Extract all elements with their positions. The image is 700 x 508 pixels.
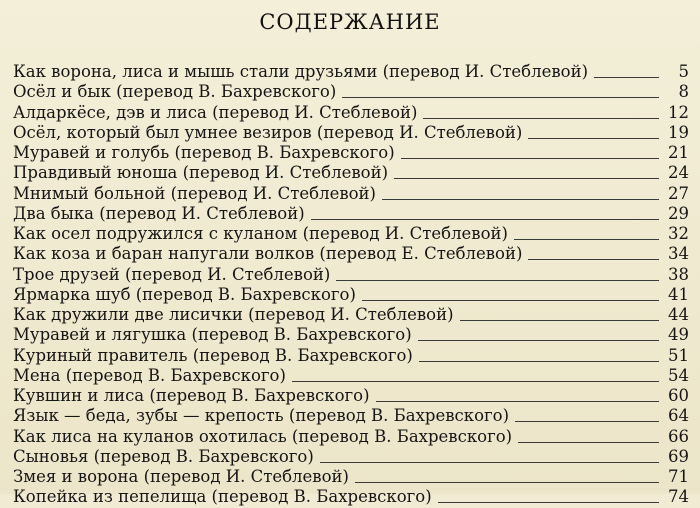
toc-entry — [13, 204, 689, 224]
toc-entry-title: Как дружили две лисички (перевод И. Стеблевой) — [13, 305, 454, 324]
toc-leader-line — [594, 77, 659, 78]
toc-entry-page-number: 34 — [668, 244, 689, 264]
toc-entry — [13, 447, 689, 467]
toc-entry-page-number: 8 — [678, 82, 689, 102]
toc-entry — [13, 82, 689, 102]
toc-leader-line — [514, 239, 659, 240]
toc-leader-line — [311, 219, 659, 220]
toc-entry-page-number: 27 — [668, 183, 689, 203]
toc-entry — [13, 224, 689, 244]
toc-entry — [13, 427, 689, 447]
toc-entry — [13, 386, 689, 406]
toc-entry — [13, 366, 689, 386]
page-title: СОДЕРЖАНИЕ — [259, 10, 441, 34]
toc-entry-title: Мнимый больной (перевод И. Стеблевой) — [13, 183, 376, 203]
toc-entry — [13, 346, 689, 366]
toc-leader-line — [423, 118, 659, 119]
toc-leader-line — [342, 97, 659, 98]
toc-leader-line — [518, 442, 659, 443]
toc-entry-page-number: 38 — [668, 264, 689, 284]
toc-entry-title: Копейка из пепелища (перевод В. Бахревского) — [13, 487, 432, 507]
toc-entry-title: Язык — беда, зубы — крепость (перевод В. Бахревского) — [13, 406, 510, 426]
toc-entry — [13, 184, 689, 204]
toc-entry — [13, 103, 689, 123]
toc-entry-page-number: 32 — [668, 224, 689, 243]
toc-leader-line — [355, 482, 659, 483]
toc-entry-title: Кувшин и лиса (перевод В. Бахревского) — [13, 386, 370, 405]
toc-entry-page-number: 51 — [668, 345, 689, 365]
toc-entry — [13, 406, 689, 426]
toc-entry — [13, 305, 689, 325]
toc-leader-line — [336, 280, 659, 281]
toc-entry-title: Осёл, который был умнее везиров (перевод И. Стеблевой) — [13, 122, 523, 142]
toc-leader-line — [401, 158, 659, 159]
toc-entry — [13, 487, 689, 507]
toc-entry-page-number: 69 — [668, 446, 689, 466]
toc-entry-title: Трое друзей (перевод И. Стеблевой) — [13, 264, 331, 284]
toc-leader-line — [528, 259, 659, 260]
toc-leader-line — [376, 401, 659, 402]
toc-leader-line — [418, 340, 659, 341]
toc-entry-page-number: 5 — [678, 62, 689, 81]
toc-leader-line — [394, 178, 659, 179]
toc-leader-line — [438, 502, 659, 503]
toc-entry-page-number: 41 — [668, 284, 689, 304]
toc-entry-title: Как коза и баран напугали волков (перевод Е. Стеблевой) — [13, 244, 523, 264]
toc-entry — [13, 467, 689, 487]
toc-entry-page-number: 60 — [668, 386, 689, 405]
toc-entry — [13, 244, 689, 264]
toc-entry-title: Правдивый юноша (перевод И. Стеблевой) — [13, 163, 389, 183]
toc-entry — [13, 123, 689, 143]
toc-leader-line — [528, 138, 659, 139]
toc-leader-line — [460, 320, 659, 321]
toc-entry-title: Муравей и голубь (перевод В. Бахревского) — [13, 143, 395, 162]
toc-entry-page-number: 19 — [668, 122, 689, 142]
toc-leader-line — [515, 421, 659, 422]
toc-leader-line — [320, 462, 659, 463]
toc-entry-page-number: 12 — [668, 102, 689, 122]
toc-entry-page-number: 64 — [668, 406, 689, 426]
toc-leader-line — [382, 199, 659, 200]
toc-entry-title: Куриный правитель (перевод В. Бахревского) — [13, 345, 413, 365]
toc-entry-title: Осёл и бык (перевод В. Бахревского) — [13, 82, 337, 102]
toc-entry-title: Как ворона, лиса и мышь стали друзьями (перевод И. Стеблевой) — [13, 62, 589, 81]
toc-entry — [13, 62, 689, 82]
toc-entry-page-number: 44 — [668, 305, 689, 324]
table-of-contents — [13, 62, 689, 508]
toc-entry-title: Два быка (перевод И. Стеблевой) — [13, 203, 305, 223]
toc-entry-title: Алдаркёсе, дэв и лиса (перевод И. Стеблевой) — [13, 102, 418, 122]
toc-leader-line — [292, 381, 659, 382]
toc-entry-title: Как осел подружился с куланом (перевод И. Стеблевой) — [13, 224, 508, 243]
toc-entry-title: Змея и ворона (перевод И. Стеблевой) — [13, 467, 349, 486]
toc-entry-page-number: 24 — [668, 163, 689, 183]
toc-leader-line — [419, 361, 659, 362]
toc-entry — [13, 163, 689, 183]
toc-entry-page-number: 54 — [668, 365, 689, 385]
toc-entry — [13, 265, 689, 285]
toc-leader-line — [362, 300, 659, 301]
toc-entry-page-number: 29 — [668, 203, 689, 223]
toc-entry — [13, 143, 689, 163]
toc-entry-title: Как лиса на куланов охотилась (перевод В. Бахревского) — [13, 426, 513, 446]
toc-entry-title: Мена (перевод В. Бахревского) — [13, 365, 286, 385]
toc-entry-page-number: 66 — [668, 426, 689, 446]
toc-entry — [13, 325, 689, 345]
toc-entry-page-number: 21 — [668, 143, 689, 162]
toc-entry-title: Ярмарка шуб (перевод В. Бахревского) — [13, 284, 356, 304]
toc-entry-page-number: 49 — [668, 325, 689, 345]
toc-entry-page-number: 74 — [668, 487, 689, 507]
toc-entry-title: Сыновья (перевод В. Бахревского) — [13, 446, 314, 466]
toc-entry-title: Муравей и лягушка (перевод В. Бахревского) — [13, 325, 412, 345]
toc-entry-page-number: 71 — [668, 467, 689, 486]
toc-entry — [13, 285, 689, 305]
